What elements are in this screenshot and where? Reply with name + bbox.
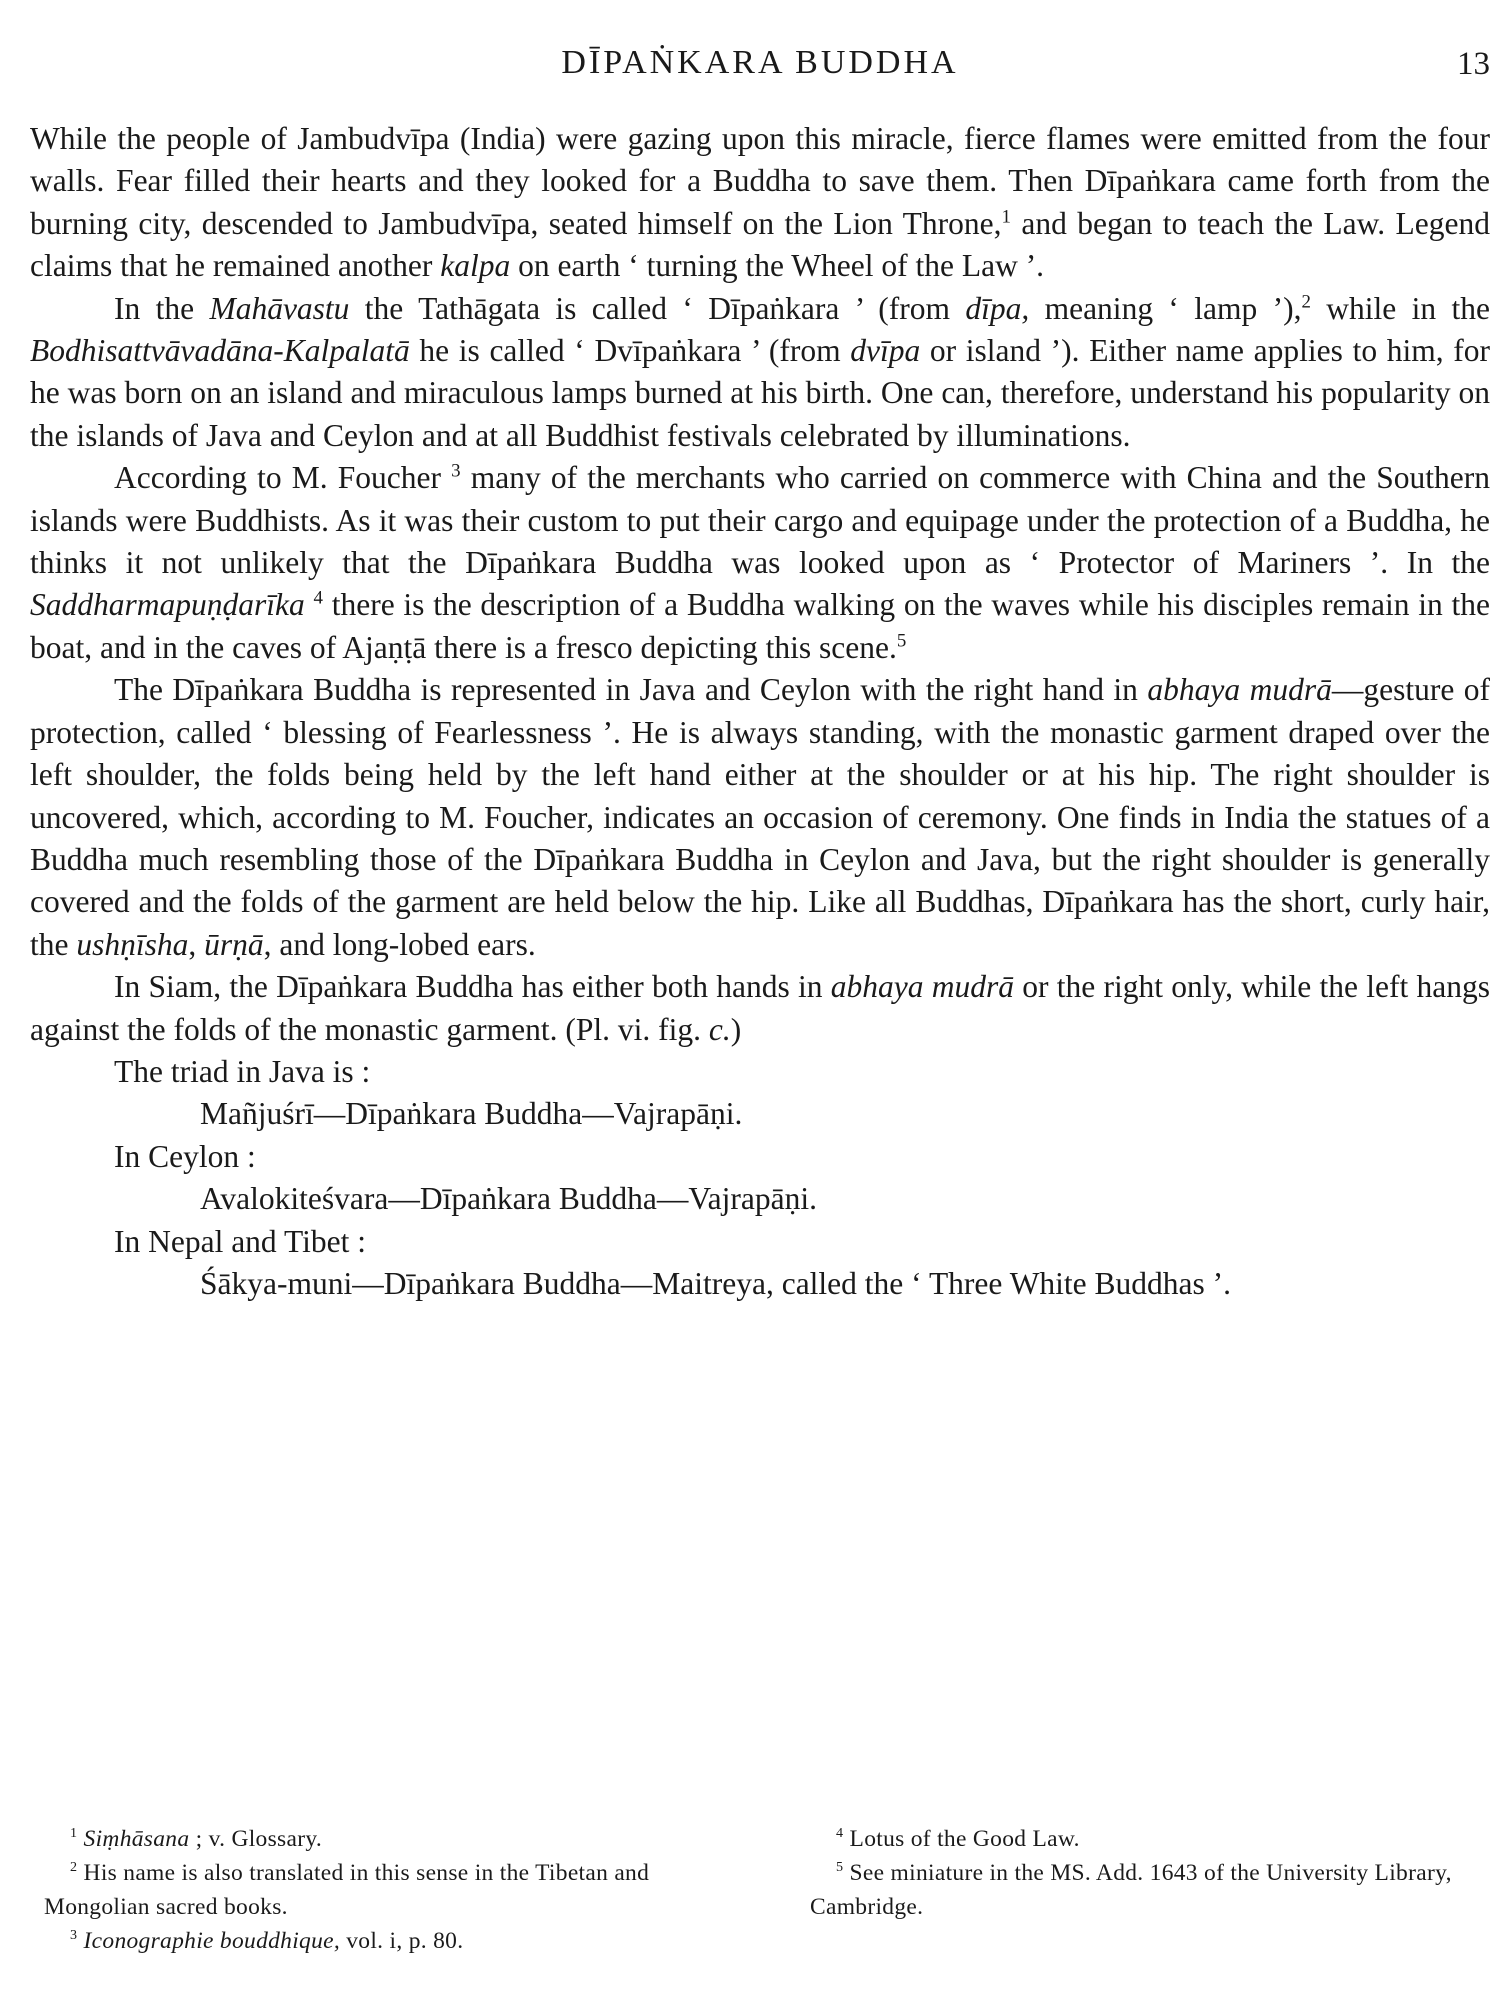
italic-term: Siṃhāsana — [83, 1826, 190, 1852]
text-run: the Tathāgata is called ‘ Dīpaṅkara ’ (from — [349, 290, 966, 326]
text-run — [305, 587, 314, 622]
footnotes-left-column — [44, 1822, 744, 1958]
text-run: In Ceylon : — [114, 1138, 256, 1174]
footnotes-right-column — [810, 1822, 1490, 1958]
paragraph — [30, 457, 1490, 669]
text-run: and began to teach the Law. Legend claims that he remained another — [30, 205, 1490, 284]
italic-term: Bodhisattvāvadāna-Kalpalatā — [30, 333, 410, 369]
text-run: meaning ‘ lamp ’), — [1029, 290, 1302, 326]
text-run: or the right only, while the left hangs against the folds of the monastic garment. (Pl. vi. fig. — [30, 969, 1490, 1047]
text-run: Śākya-muni—Dīpaṅkara Buddha—Maitreya, called the ‘ Three White Buddhas ’. — [200, 1265, 1232, 1301]
footnote — [44, 1822, 744, 1856]
paragraph — [30, 1051, 1490, 1093]
footnote-reference: 5 — [896, 630, 907, 652]
footnote-marker: 3 — [70, 1927, 78, 1944]
text-run: many of the merchants who carried on commerce with China and the Southern islands were Buddhists. As it was their custom to put their cargo and equipage under the protection of a Buddha, he thinks it not unlikely that the Dīpaṅkara Buddha was looked upon as ‘ Protector of Mariners ’. In the — [30, 460, 1490, 581]
footnote-marker: 1 — [70, 1825, 78, 1842]
body-text — [30, 118, 1490, 1305]
footnote — [44, 1924, 744, 1958]
paragraph — [30, 1221, 1490, 1263]
italic-term: Mahāvastu — [209, 290, 350, 326]
italic-term: dvīpa — [850, 333, 921, 369]
text-run: there is the description of a Buddha walking on the waves while his disciples remain in the boat, and in the caves of Ajaṇṭā there is a fresco depicting this scene. — [30, 587, 1491, 665]
footnote-reference: 4 — [313, 587, 323, 609]
page-number: 13 — [1457, 46, 1490, 82]
running-title: DĪPAṄKARA BUDDHA — [561, 44, 959, 81]
text-run: he is called ‘ Dvīpaṅkara ’ (from — [409, 333, 851, 369]
text-run: Lotus of the Good Law. — [849, 1826, 1080, 1852]
triad-line — [30, 1263, 1490, 1305]
footnote-marker: 5 — [836, 1859, 844, 1876]
italic-term: c. — [708, 1011, 731, 1047]
text-run: Mañjuśrī—Dīpaṅkara Buddha—Vajrapāṇi. — [200, 1096, 743, 1132]
italic-term: ūrṇā — [204, 926, 264, 962]
text-run: , — [188, 926, 205, 962]
text-run: ; v. Glossary. — [189, 1826, 323, 1852]
text-run: The triad in Java is : — [114, 1053, 371, 1089]
text-run: while in the — [1310, 290, 1490, 326]
text-run: on earth ‘ turning the Wheel of the Law ’. — [510, 248, 1045, 284]
text-run: Avalokiteśvara—Dīpaṅkara Buddha—Vajrapāṇi. — [200, 1181, 817, 1217]
text-run: —gesture of protection, called ‘ blessing of Fearlessness ’. He is always standing, with the monastic garment draped over the left shoulder, the folds being held by the left hand either at the shoulder or at his hip. The right shoulder is uncovered, which, according to M. Foucher, indicates an occasion of ceremony. One finds in India the statues of a Buddha much resembling those of the Dīpaṅkara Buddha in Ceylon and Java, but the right shoulder is generally covered and the folds of the garment are held below the hip. Like all Buddhas, Dīpaṅkara has the short, curly hair, the — [30, 672, 1491, 962]
text-run: , and long-lobed ears. — [263, 926, 536, 962]
italic-term: Saddharmapuṇḍarīka — [30, 587, 305, 623]
footnote — [810, 1822, 1490, 1856]
page-header — [30, 44, 1490, 94]
triad-line — [30, 1178, 1490, 1220]
italic-term: ushṇīsha — [76, 926, 189, 962]
paragraph — [30, 288, 1490, 458]
text-run: His name is also translated in this sense in the Tibetan and Mongolian sacred books. — [44, 1860, 650, 1920]
footnotes — [44, 1822, 1490, 1958]
footnote-marker: 4 — [836, 1825, 844, 1842]
italic-term: Iconographie bouddhique, — [83, 1928, 341, 1954]
footnote-marker: 2 — [70, 1859, 78, 1876]
footnote — [810, 1856, 1490, 1924]
text-run: In the — [114, 290, 210, 326]
italic-term: dīpa, — [965, 290, 1030, 326]
footnote-reference: 2 — [1301, 291, 1311, 313]
italic-term: abhaya mudrā — [1147, 672, 1332, 708]
triad-line — [30, 1093, 1490, 1135]
text-run: vol. i, p. 80. — [340, 1928, 464, 1954]
text-run: In Nepal and Tibet : — [114, 1223, 366, 1259]
paragraph — [30, 966, 1490, 1051]
text-run: The Dīpaṅkara Buddha is represented in Java and Ceylon with the right hand in — [114, 672, 1148, 708]
footnote — [44, 1856, 744, 1924]
text-run: or island ’). Either name applies to him, for he was born on an island and miraculous lamps burned at his birth. One can, therefore, understand his popularity on the islands of Java and Ceylon and at all Buddhist festivals celebrated by illuminations. — [30, 333, 1490, 453]
paragraph — [30, 118, 1490, 288]
italic-term: kalpa — [440, 248, 511, 284]
text-run: ) — [730, 1011, 742, 1047]
text-run: In Siam, the Dīpaṅkara Buddha has either both hands in — [114, 969, 831, 1005]
footnote-reference: 1 — [1001, 206, 1011, 228]
paragraph — [30, 1136, 1490, 1178]
text-run: According to M. Foucher — [114, 460, 452, 496]
footnote-reference: 3 — [451, 460, 461, 482]
text-run: While the people of Jambudvīpa (India) were gazing upon this miracle, fierce flames were emitted from the four walls. Fear filled their hearts and they looked for a Buddha to save them. Then Dīpaṅkara came forth from the burning city, descended to Jambudvīpa, seated himself on the Lion Throne, — [30, 121, 1490, 241]
paragraph — [30, 669, 1490, 966]
italic-term: abhaya mudrā — [830, 969, 1014, 1005]
text-run: See miniature in the MS. Add. 1643 of the University Library, Cambridge. — [810, 1860, 1452, 1920]
